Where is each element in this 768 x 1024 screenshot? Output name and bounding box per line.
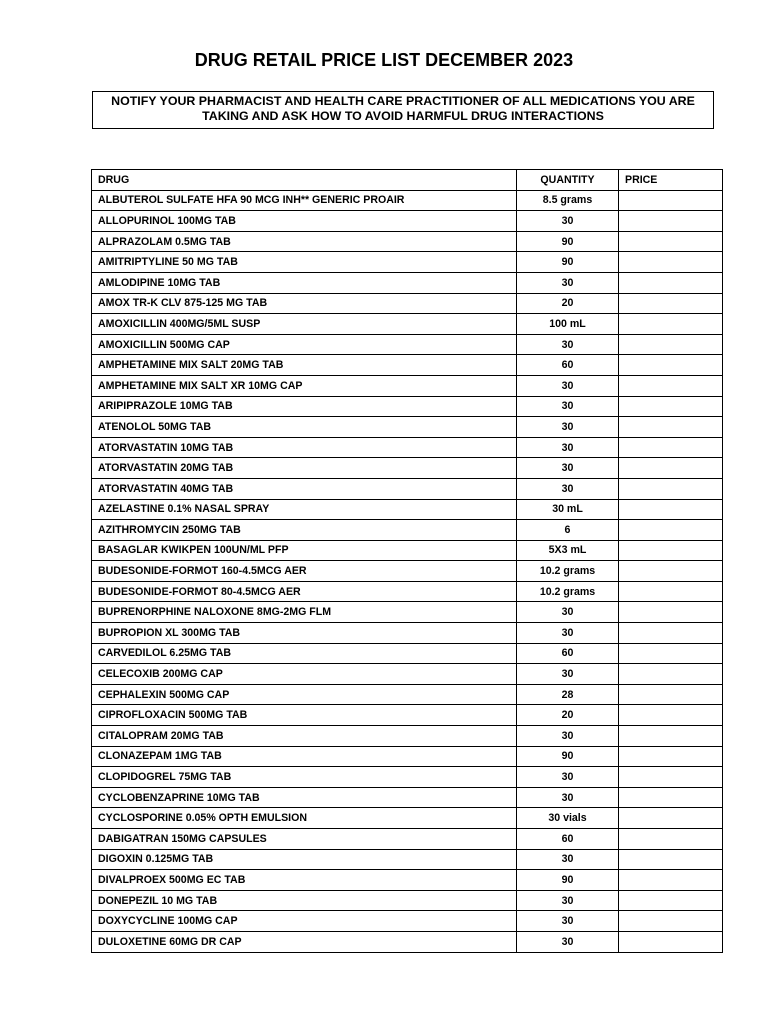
price-cell xyxy=(619,396,723,417)
quantity-cell: 90 xyxy=(517,746,619,767)
table-row xyxy=(92,355,723,376)
drug-name-cell: ATORVASTATIN 20MG TAB xyxy=(92,458,517,479)
table-row xyxy=(92,252,723,273)
table-row xyxy=(92,190,723,211)
price-cell xyxy=(619,561,723,582)
drug-name-cell: BUPRENORPHINE NALOXONE 8MG-2MG FLM xyxy=(92,602,517,623)
quantity-cell: 60 xyxy=(517,829,619,850)
table-row xyxy=(92,787,723,808)
table-row xyxy=(92,767,723,788)
table-row xyxy=(92,684,723,705)
table-row xyxy=(92,890,723,911)
drug-name-cell: ALLOPURINOL 100MG TAB xyxy=(92,211,517,232)
quantity-cell: 30 xyxy=(517,272,619,293)
quantity-cell: 30 xyxy=(517,911,619,932)
quantity-cell: 60 xyxy=(517,355,619,376)
price-cell xyxy=(619,520,723,541)
table-row xyxy=(92,931,723,952)
table-row xyxy=(92,870,723,891)
quantity-cell: 30 xyxy=(517,211,619,232)
quantity-cell: 30 xyxy=(517,931,619,952)
table-row xyxy=(92,211,723,232)
quantity-cell: 90 xyxy=(517,231,619,252)
table-row xyxy=(92,561,723,582)
price-cell xyxy=(619,458,723,479)
table-row xyxy=(92,520,723,541)
price-cell xyxy=(619,664,723,685)
price-cell xyxy=(619,931,723,952)
price-cell xyxy=(619,602,723,623)
table-row xyxy=(92,705,723,726)
drug-name-cell: CLOPIDOGREL 75MG TAB xyxy=(92,767,517,788)
drug-name-cell: ALPRAZOLAM 0.5MG TAB xyxy=(92,231,517,252)
price-cell xyxy=(619,643,723,664)
price-cell xyxy=(619,355,723,376)
drug-name-cell: BUPROPION XL 300MG TAB xyxy=(92,623,517,644)
quantity-cell: 30 mL xyxy=(517,499,619,520)
quantity-cell: 20 xyxy=(517,293,619,314)
drug-name-cell: DONEPEZIL 10 MG TAB xyxy=(92,890,517,911)
table-row xyxy=(92,746,723,767)
quantity-cell: 30 xyxy=(517,623,619,644)
table-row xyxy=(92,272,723,293)
price-cell xyxy=(619,437,723,458)
drug-name-cell: CARVEDILOL 6.25MG TAB xyxy=(92,643,517,664)
drug-name-cell: ATENOLOL 50MG TAB xyxy=(92,417,517,438)
price-cell xyxy=(619,272,723,293)
price-cell xyxy=(619,581,723,602)
quantity-cell: 30 xyxy=(517,664,619,685)
drug-name-cell: BASAGLAR KWIKPEN 100UN/ML PFP xyxy=(92,540,517,561)
table-row xyxy=(92,911,723,932)
drug-price-table xyxy=(91,169,723,953)
quantity-cell: 6 xyxy=(517,520,619,541)
drug-name-cell: AMPHETAMINE MIX SALT XR 10MG CAP xyxy=(92,375,517,396)
quantity-cell: 28 xyxy=(517,684,619,705)
quantity-cell: 60 xyxy=(517,643,619,664)
quantity-cell: 10.2 grams xyxy=(517,581,619,602)
table-row xyxy=(92,540,723,561)
price-cell xyxy=(619,829,723,850)
page-title: DRUG RETAIL PRICE LIST DECEMBER 2023 xyxy=(194,50,574,70)
quantity-cell: 30 xyxy=(517,787,619,808)
table-row xyxy=(92,375,723,396)
table-row xyxy=(92,643,723,664)
table-row xyxy=(92,437,723,458)
price-cell xyxy=(619,375,723,396)
table-row xyxy=(92,231,723,252)
table-row xyxy=(92,602,723,623)
price-cell xyxy=(619,684,723,705)
quantity-cell: 30 xyxy=(517,726,619,747)
table-row xyxy=(92,334,723,355)
drug-column-header: DRUG xyxy=(92,170,517,191)
drug-name-cell: AMPHETAMINE MIX SALT 20MG TAB xyxy=(92,355,517,376)
drug-name-cell: CITALOPRAM 20MG TAB xyxy=(92,726,517,747)
quantity-cell: 5X3 mL xyxy=(517,540,619,561)
price-cell xyxy=(619,746,723,767)
drug-name-cell: AMOXICILLIN 400MG/5ML SUSP xyxy=(92,314,517,335)
drug-name-cell: CYCLOSPORINE 0.05% OPTH EMULSION xyxy=(92,808,517,829)
price-cell xyxy=(619,911,723,932)
quantity-cell: 30 xyxy=(517,437,619,458)
table-row xyxy=(92,417,723,438)
drug-name-cell: DOXYCYCLINE 100MG CAP xyxy=(92,911,517,932)
drug-name-cell: DIVALPROEX 500MG EC TAB xyxy=(92,870,517,891)
table-row xyxy=(92,829,723,850)
quantity-cell: 8.5 grams xyxy=(517,190,619,211)
price-cell xyxy=(619,623,723,644)
drug-name-cell: AMOX TR-K CLV 875-125 MG TAB xyxy=(92,293,517,314)
table-row xyxy=(92,808,723,829)
price-cell xyxy=(619,808,723,829)
price-cell xyxy=(619,190,723,211)
drug-name-cell: DABIGATRAN 150MG CAPSULES xyxy=(92,829,517,850)
quantity-cell: 30 xyxy=(517,334,619,355)
drug-name-cell: AMOXICILLIN 500MG CAP xyxy=(92,334,517,355)
drug-name-cell: AMLODIPINE 10MG TAB xyxy=(92,272,517,293)
price-cell xyxy=(619,211,723,232)
price-cell xyxy=(619,890,723,911)
drug-name-cell: CLONAZEPAM 1MG TAB xyxy=(92,746,517,767)
drug-name-cell: CYCLOBENZAPRINE 10MG TAB xyxy=(92,787,517,808)
price-cell xyxy=(619,849,723,870)
quantity-cell: 90 xyxy=(517,252,619,273)
table-row xyxy=(92,314,723,335)
quantity-cell: 30 xyxy=(517,478,619,499)
quantity-cell: 20 xyxy=(517,705,619,726)
price-cell xyxy=(619,787,723,808)
table-row xyxy=(92,293,723,314)
table-row xyxy=(92,726,723,747)
quantity-cell: 30 xyxy=(517,767,619,788)
price-cell xyxy=(619,540,723,561)
price-cell xyxy=(619,417,723,438)
table-row xyxy=(92,664,723,685)
table-row xyxy=(92,849,723,870)
quantity-cell: 30 xyxy=(517,890,619,911)
quantity-cell: 100 mL xyxy=(517,314,619,335)
drug-name-cell: DULOXETINE 60MG DR CAP xyxy=(92,931,517,952)
quantity-cell: 30 xyxy=(517,458,619,479)
drug-name-cell: AMITRIPTYLINE 50 MG TAB xyxy=(92,252,517,273)
drug-name-cell: CELECOXIB 200MG CAP xyxy=(92,664,517,685)
price-cell xyxy=(619,293,723,314)
drug-name-cell: BUDESONIDE-FORMOT 160-4.5MCG AER xyxy=(92,561,517,582)
quantity-cell: 30 xyxy=(517,417,619,438)
table-row xyxy=(92,478,723,499)
table-row xyxy=(92,499,723,520)
quantity-cell: 30 xyxy=(517,602,619,623)
price-cell xyxy=(619,334,723,355)
drug-name-cell: ALBUTEROL SULFATE HFA 90 MCG INH** GENERIC PROAIR xyxy=(92,190,517,211)
drug-name-cell: AZELASTINE 0.1% NASAL SPRAY xyxy=(92,499,517,520)
table-header-row xyxy=(92,170,723,191)
drug-table-body xyxy=(92,190,723,952)
quantity-cell: 10.2 grams xyxy=(517,561,619,582)
interaction-notice: NOTIFY YOUR PHARMACIST AND HEALTH CARE PRACTITIONER OF ALL MEDICATIONS YOU ARE TAKING AND ASK HOW TO AVOID HARMFUL DRUG INTERACTIONS xyxy=(92,91,714,129)
drug-name-cell: ARIPIPRAZOLE 10MG TAB xyxy=(92,396,517,417)
quantity-cell: 30 vials xyxy=(517,808,619,829)
quantity-column-header: QUANTITY xyxy=(517,170,619,191)
drug-name-cell: CEPHALEXIN 500MG CAP xyxy=(92,684,517,705)
table-row xyxy=(92,396,723,417)
price-cell xyxy=(619,499,723,520)
quantity-cell: 30 xyxy=(517,849,619,870)
drug-name-cell: BUDESONIDE-FORMOT 80-4.5MCG AER xyxy=(92,581,517,602)
price-cell xyxy=(619,870,723,891)
table-row xyxy=(92,623,723,644)
drug-name-cell: ATORVASTATIN 10MG TAB xyxy=(92,437,517,458)
quantity-cell: 30 xyxy=(517,396,619,417)
quantity-cell: 30 xyxy=(517,375,619,396)
table-row xyxy=(92,458,723,479)
price-cell xyxy=(619,726,723,747)
drug-name-cell: DIGOXIN 0.125MG TAB xyxy=(92,849,517,870)
price-cell xyxy=(619,231,723,252)
table-row xyxy=(92,581,723,602)
price-cell xyxy=(619,767,723,788)
price-column-header: PRICE xyxy=(619,170,723,191)
price-cell xyxy=(619,705,723,726)
drug-name-cell: CIPROFLOXACIN 500MG TAB xyxy=(92,705,517,726)
quantity-cell: 90 xyxy=(517,870,619,891)
price-cell xyxy=(619,314,723,335)
price-cell xyxy=(619,478,723,499)
drug-name-cell: ATORVASTATIN 40MG TAB xyxy=(92,478,517,499)
drug-name-cell: AZITHROMYCIN 250MG TAB xyxy=(92,520,517,541)
price-cell xyxy=(619,252,723,273)
